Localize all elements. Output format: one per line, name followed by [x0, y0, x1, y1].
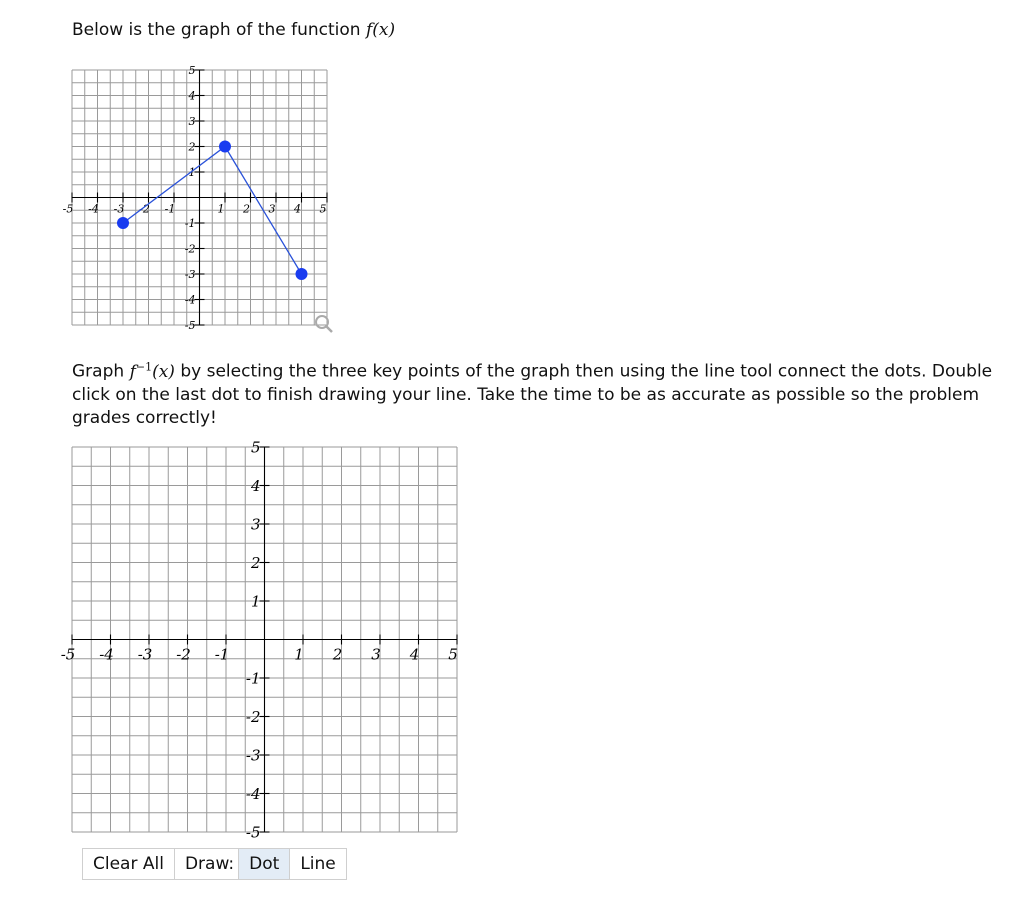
x-tick-label: -2 [139, 202, 150, 216]
inverse-func-arg: (x) [152, 361, 175, 382]
graph1-x-tick-labels [63, 203, 327, 216]
key-point [117, 217, 129, 229]
intro-label: Below is the graph of the function [72, 20, 366, 40]
x-tick-label: -4 [99, 645, 114, 664]
y-tick-label: -3 [184, 267, 196, 281]
instructions-prefix: Graph [72, 361, 130, 382]
function-graph [62, 63, 336, 334]
key-point [219, 141, 231, 153]
x-tick-label: 1 [217, 202, 225, 216]
x-tick-label: 3 [371, 645, 381, 664]
x-tick-label: -5 [60, 645, 76, 664]
x-tick-label: 2 [243, 202, 250, 216]
y-tick-label: 4 [250, 476, 261, 495]
y-tick-label: -4 [184, 293, 196, 307]
y-tick-label: -5 [184, 318, 196, 332]
y-tick-label: -1 [184, 216, 196, 230]
line-tool-button[interactable]: Line [300, 854, 336, 874]
instructions-text [72, 355, 1012, 430]
x-tick-label: 4 [409, 645, 420, 664]
x-tick-label: 2 [332, 645, 343, 664]
x-tick-label: -1 [164, 202, 176, 216]
y-tick-label: -1 [245, 669, 261, 688]
y-tick-label: -5 [245, 823, 261, 842]
y-tick-label: -4 [245, 784, 261, 803]
x-tick-label: 3 [268, 202, 276, 216]
inverse-function-label [130, 362, 175, 382]
x-tick-label: 1 [294, 645, 304, 664]
y-tick-label: -2 [245, 707, 261, 726]
y-tick-label: 3 [250, 515, 261, 534]
y-tick-label: 3 [188, 114, 196, 128]
key-point [296, 268, 308, 280]
inverse-superscript: −1 [135, 360, 153, 373]
y-tick-label: 4 [188, 89, 196, 103]
y-tick-label: 2 [188, 140, 196, 154]
y-tick-label: -3 [245, 746, 261, 765]
x-tick-label: 5 [319, 202, 327, 216]
function-label: f(x) [365, 20, 396, 40]
y-tick-label: -2 [184, 242, 196, 256]
inverse-func-name: f [129, 361, 136, 382]
y-tick-label: 5 [188, 63, 196, 77]
y-tick-label: 5 [250, 438, 261, 457]
x-tick-label: -3 [137, 645, 153, 664]
x-tick-label: -4 [88, 202, 99, 216]
intro-text [72, 18, 395, 42]
clear-all-button[interactable]: Clear All [83, 849, 175, 879]
x-tick-label: -2 [176, 645, 191, 664]
answer-graph-canvas[interactable] [60, 438, 470, 842]
x-tick-label: 4 [294, 202, 301, 216]
magnifier-icon[interactable] [316, 316, 332, 332]
graph2-x-tick-labels [61, 646, 458, 664]
x-tick-label: 5 [448, 645, 458, 664]
y-tick-label: 1 [250, 592, 261, 611]
instructions-body: by selecting the three key points of the graph then using the line tool connect the dots. Double click on the last dot to finish drawing your line. Take the time to be as accurate as possible so the problem grades correctly! [72, 361, 993, 428]
y-tick-label: 2 [250, 553, 261, 572]
dot-tool-button[interactable]: Dot [239, 849, 290, 879]
drawing-toolbar [82, 848, 347, 880]
x-tick-label: -3 [113, 202, 125, 216]
draw-label: Draw: [175, 849, 239, 879]
x-tick-label: -5 [62, 202, 74, 216]
x-tick-label: -1 [214, 645, 230, 664]
y-tick-label: 1 [188, 165, 196, 179]
